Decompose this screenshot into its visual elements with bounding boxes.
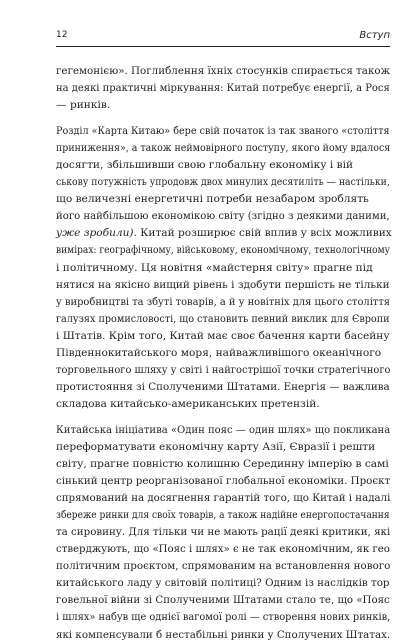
text-line: гегемонією». Поглиблення їхніх стосунків спирається також [56, 65, 391, 77]
paragraph [56, 63, 390, 114]
text-line: на деякі практичні міркування: Китай потребує енергії, а Рося [56, 82, 390, 95]
text-line: Китайська ініціатива «Один пояс — один шлях» що покликана [56, 423, 391, 436]
text-line: галузях промисловості, що становить певний виклик для Європи [56, 312, 390, 325]
text-line: спрямований на досягнення гарантій того, що Китай і надалі [56, 492, 391, 505]
text-line: протистояння зі Сполученими Штатами. Енергія — важлива [56, 380, 390, 393]
text-line: політичним проєктом, спрямованим на встановлення нового [56, 560, 391, 573]
paragraph [56, 422, 390, 644]
text-line: складова китайсько-американських претензій. [56, 397, 320, 410]
text-line: і політичному. Ця новітня «майстерня світу» прагне під [56, 261, 373, 274]
text-line: світу, прагне повністю колишню Серединну імперію в самі [56, 458, 389, 471]
text-line: досягти, збільшивши свою глобальну економіку і вій [56, 159, 354, 172]
text-line: переформатувати економічну карту Азії, Євразії і решти [56, 440, 376, 453]
text-line: ськову потужність упродовж двох минулих десятиліть — настільки, [56, 176, 390, 189]
text-line: і Штатів. Крім того, Китай має своє бачення карти басейну [56, 329, 390, 342]
text-line: вимірах: географічному, військовому, економічному, технологічному [56, 244, 390, 257]
header-rule [56, 46, 390, 47]
body-text [56, 63, 390, 644]
text-line: у виробництві та збуті товарів, а й у новітніх для цього століття [56, 295, 391, 308]
text-line: — ринків. [56, 99, 111, 112]
text-line: стверджують, що «Пояс і шлях» є не так економічним, як гео [56, 543, 390, 556]
text-line: збереже ринки для своїх товарів, а також надійне енергопостачання [56, 509, 390, 522]
text-line: що величезні енергетичні потреби незабаром зроблять [56, 193, 369, 206]
text-line: уже зробили). Китай розширює свій вплив у всіх можливих [56, 227, 392, 240]
text-line: приниження», а також неймовірного поступу, якого йому вдалося [56, 142, 391, 155]
text-line: Розділ «Карта Китаю» бере свій початок із так званого «століття [56, 125, 390, 138]
page-number: 12 [56, 30, 68, 40]
text-line: Південнокитайського моря, найважливішого океанічного [56, 346, 382, 359]
text-line: торговельного шляху у світі і найгострішої точки стратегічного [56, 363, 391, 376]
text-line: говельної війни зі Сполученими Штатами стало те, що «Пояс [56, 594, 390, 607]
text-line: які компенсували б нестабільні ринки у Сполучених Штатах. [56, 628, 391, 641]
page-header [56, 30, 390, 44]
text-line: і шлях» набув ще однієї вагомої ролі — створення нових ринків, [56, 611, 391, 624]
text-line: та сировину. Для тільки чи не мають рації деякі критики, які [56, 526, 391, 539]
paragraph [56, 123, 390, 413]
text-line: сінький центр реорганізованої глобальної економіки. Проєкт [56, 475, 391, 488]
text-line: нятися на якісно вищий рівень і здобути першість не тільки [56, 278, 390, 291]
text-line: його найбільшою економікою світу (згідно з деякими даними, [56, 210, 390, 223]
text-line: китайського ладу у світовій політиці? Одним із наслідків тор [56, 577, 390, 590]
running-head: Вступ [359, 30, 390, 41]
